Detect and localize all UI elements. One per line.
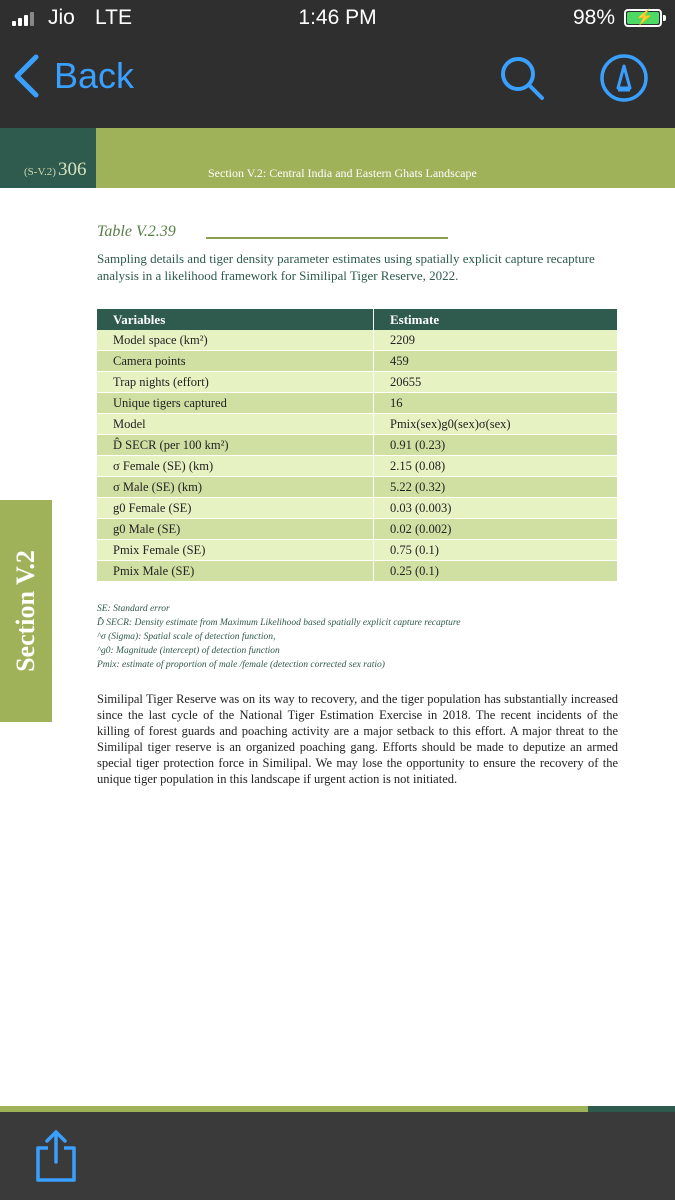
share-icon[interactable] bbox=[32, 1128, 80, 1184]
battery-charging-icon: ⚡ bbox=[624, 9, 662, 27]
table-cell: g0 Female (SE) bbox=[97, 498, 374, 519]
clock: 1:46 PM bbox=[298, 6, 377, 29]
table-row bbox=[97, 519, 617, 540]
pdf-page[interactable] bbox=[0, 128, 675, 1106]
table-cell: Pmix Female (SE) bbox=[97, 540, 374, 561]
footnote: SE: Standard error bbox=[97, 604, 170, 614]
table-cell: 459 bbox=[374, 351, 618, 372]
table-cell: 16 bbox=[374, 393, 618, 414]
back-button[interactable] bbox=[12, 48, 134, 104]
table-row bbox=[97, 561, 617, 582]
table-row bbox=[97, 351, 617, 372]
table-row bbox=[97, 330, 617, 351]
table-cell: σ Male (SE) (km) bbox=[97, 477, 374, 498]
table-row bbox=[97, 393, 617, 414]
table-cell: Pmix Male (SE) bbox=[97, 561, 374, 582]
table-row bbox=[97, 456, 617, 477]
table-cell: 2.15 (0.08) bbox=[374, 456, 618, 477]
back-label: Back bbox=[54, 55, 135, 96]
footnote: ^σ (Sigma): Spatial scale of detection function, bbox=[97, 632, 276, 642]
column-header: Estimate bbox=[374, 309, 618, 330]
table-cell: D̂ SECR (per 100 km²) bbox=[97, 435, 374, 456]
chevron-left-icon bbox=[12, 54, 40, 98]
page-number: 306 bbox=[58, 159, 87, 180]
table-cell: 2209 bbox=[374, 330, 618, 351]
bottom-toolbar bbox=[0, 1112, 675, 1200]
table-cell: Model space (km²) bbox=[97, 330, 374, 351]
battery-percent: 98% bbox=[572, 6, 615, 29]
table-row bbox=[97, 540, 617, 561]
table-footnotes bbox=[97, 602, 617, 672]
status-bar bbox=[0, 0, 675, 38]
table-row bbox=[97, 414, 617, 435]
page-prefix: (S-V.2) bbox=[24, 166, 56, 178]
table-cell: 20655 bbox=[374, 372, 618, 393]
estimates-table bbox=[97, 309, 617, 582]
table-cell: 5.22 (0.32) bbox=[374, 477, 618, 498]
table-cell: g0 Male (SE) bbox=[97, 519, 374, 540]
navigation-bar bbox=[0, 38, 675, 116]
table-row bbox=[97, 372, 617, 393]
table-cell: 0.75 (0.1) bbox=[374, 540, 618, 561]
table-cell: 0.91 (0.23) bbox=[374, 435, 618, 456]
table-cell: 0.02 (0.002) bbox=[374, 519, 618, 540]
table-title: Table V.2.39 bbox=[97, 223, 176, 240]
table-cell: Model bbox=[97, 414, 374, 435]
table-cell: 0.03 (0.003) bbox=[374, 498, 618, 519]
title-divider bbox=[206, 237, 448, 239]
carrier-name: Jio bbox=[48, 6, 75, 29]
side-tab-label: Section V.2 bbox=[11, 550, 40, 672]
table-caption: Sampling details and tiger density parameter estimates using spatially explicit capture recapture analysis in a likelihood framework for Similipal Tiger Reserve, 2022. bbox=[97, 251, 595, 283]
column-header: Variables bbox=[97, 309, 374, 330]
table-cell: Pmix(sex)g0(sex)σ(sex) bbox=[374, 414, 618, 435]
table-row bbox=[97, 477, 617, 498]
table-header-row bbox=[97, 309, 617, 330]
section-side-tab bbox=[0, 500, 52, 722]
network-type: LTE bbox=[95, 6, 132, 29]
section-title: Section V.2: Central India and Eastern Ghats Landscape bbox=[208, 166, 477, 180]
table-row bbox=[97, 498, 617, 519]
page-header bbox=[0, 128, 675, 188]
footnote: D̂ SECR: Density estimate from Maximum Likelihood based spatially explicit capture recapture bbox=[97, 618, 461, 628]
table-cell: σ Female (SE) (km) bbox=[97, 456, 374, 477]
footnote: ^g0: Magnitude (intercept) of detection function bbox=[97, 646, 280, 656]
search-icon[interactable] bbox=[496, 52, 548, 104]
markup-pen-icon[interactable] bbox=[598, 52, 650, 104]
page-bottom-margin bbox=[0, 1096, 675, 1106]
body-paragraph: Similipal Tiger Reserve was on its way to recovery, and the tiger population has substantially increased since the last cycle of the National Tiger Estimation Exercise in 2018. The recent incidents of the killing of forest guards and poaching activity are a major setback to this effort. A major threat to the Similipal tiger reserve is an organized poaching gang. Efforts should be made to deputize an armed special tiger protection force in Similipal. We may lose the opportunity to ensure the recovery of the unique tiger population in this landscape if urgent action is not initiated. bbox=[97, 692, 618, 787]
footnote: Pmix: estimate of proportion of male /female (detection corrected sex ratio) bbox=[97, 660, 385, 670]
table-cell: Camera points bbox=[97, 351, 374, 372]
table-cell: Unique tigers captured bbox=[97, 393, 374, 414]
table-cell: Trap nights (effort) bbox=[97, 372, 374, 393]
table-row bbox=[97, 435, 617, 456]
table-cell: 0.25 (0.1) bbox=[374, 561, 618, 582]
